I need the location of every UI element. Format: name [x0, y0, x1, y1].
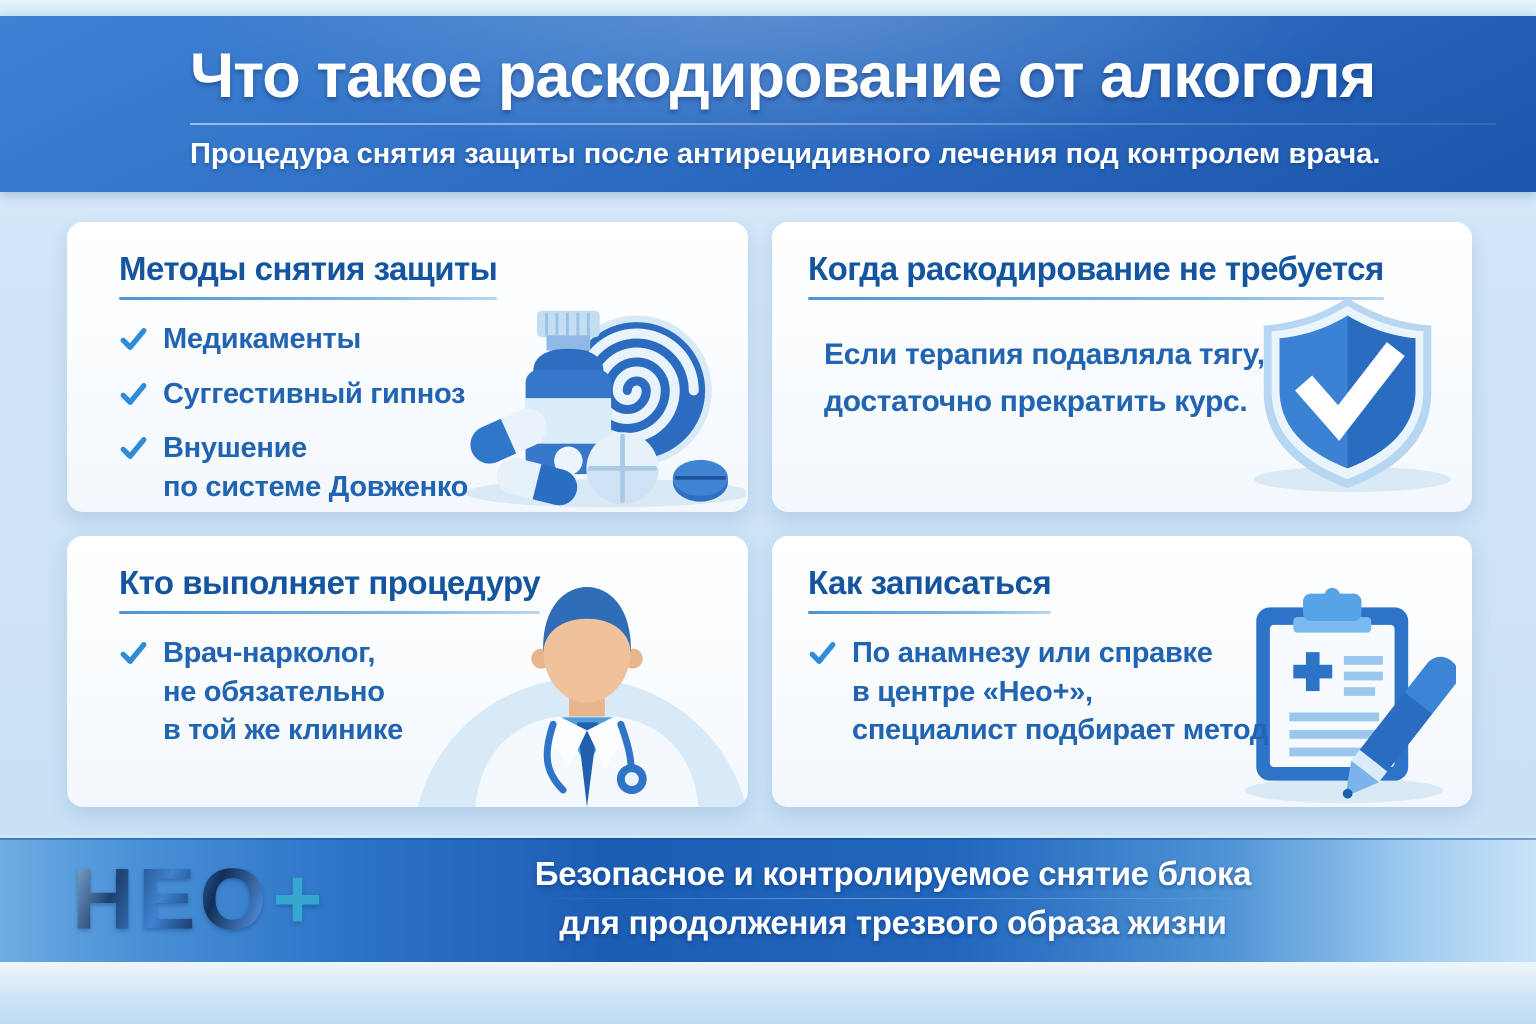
methods-list: [119, 320, 718, 506]
list-item-text: Суггестивный гипноз: [163, 377, 466, 410]
check-icon: [119, 379, 148, 408]
card-title: Как записаться: [808, 564, 1051, 614]
card-who-performs: [67, 536, 748, 807]
list-item: [119, 320, 718, 359]
list-item: [808, 634, 1442, 750]
footer-banner: [0, 838, 1536, 962]
footer-divider: [533, 898, 1253, 899]
list-item-text: Врач-нарколог, не обязательно в той же клинике: [163, 637, 403, 747]
list-item-text: Медикаменты: [163, 323, 361, 355]
card-how-to-sign-up: [772, 536, 1472, 807]
list-item-text: По анамнезу или справке в центре «Нео+», специалист подбирает метод: [852, 637, 1268, 747]
list-item: [119, 429, 718, 506]
list-item: [119, 375, 718, 414]
neo-plus-logo: [72, 851, 327, 948]
page-title: Что такое раскодирование от алкоголя: [190, 41, 1376, 111]
card-when-not-needed: [772, 222, 1472, 512]
top-light-strip: [0, 0, 1536, 16]
list-item-text: Внушение по системе Довженко: [163, 432, 469, 503]
card-methods: [67, 222, 748, 512]
who-performs-list: [119, 634, 718, 750]
logo-text: НЕО: [72, 851, 271, 948]
footer-tagline-line1: Безопасное и контролируемое снятие блока: [534, 855, 1252, 892]
footer-tagline-line2: для продолжения трезвого образа жизни: [559, 904, 1227, 941]
list-item: [119, 634, 718, 750]
page-subtitle: Процедура снятия защиты после антирецидивного лечения под контролем врача.: [190, 138, 1381, 170]
sign-up-list: [808, 634, 1442, 750]
card-body-text: Если терапия подавляла тягу, достаточно прекратить курс.: [824, 338, 1265, 418]
logo-plus-icon: +: [272, 851, 327, 948]
check-icon: [119, 324, 148, 353]
header-banner: [0, 16, 1536, 192]
card-title: Кто выполняет процедуру: [119, 564, 540, 614]
title-divider: [190, 123, 1496, 125]
card-title: Когда раскодирование не требуется: [808, 250, 1384, 300]
check-icon: [808, 638, 837, 667]
footer-tagline: [360, 851, 1426, 946]
card-title: Методы снятия защиты: [119, 250, 497, 300]
check-icon: [119, 638, 148, 667]
check-icon: [119, 433, 148, 462]
footer-light-strip: [0, 962, 1536, 1024]
